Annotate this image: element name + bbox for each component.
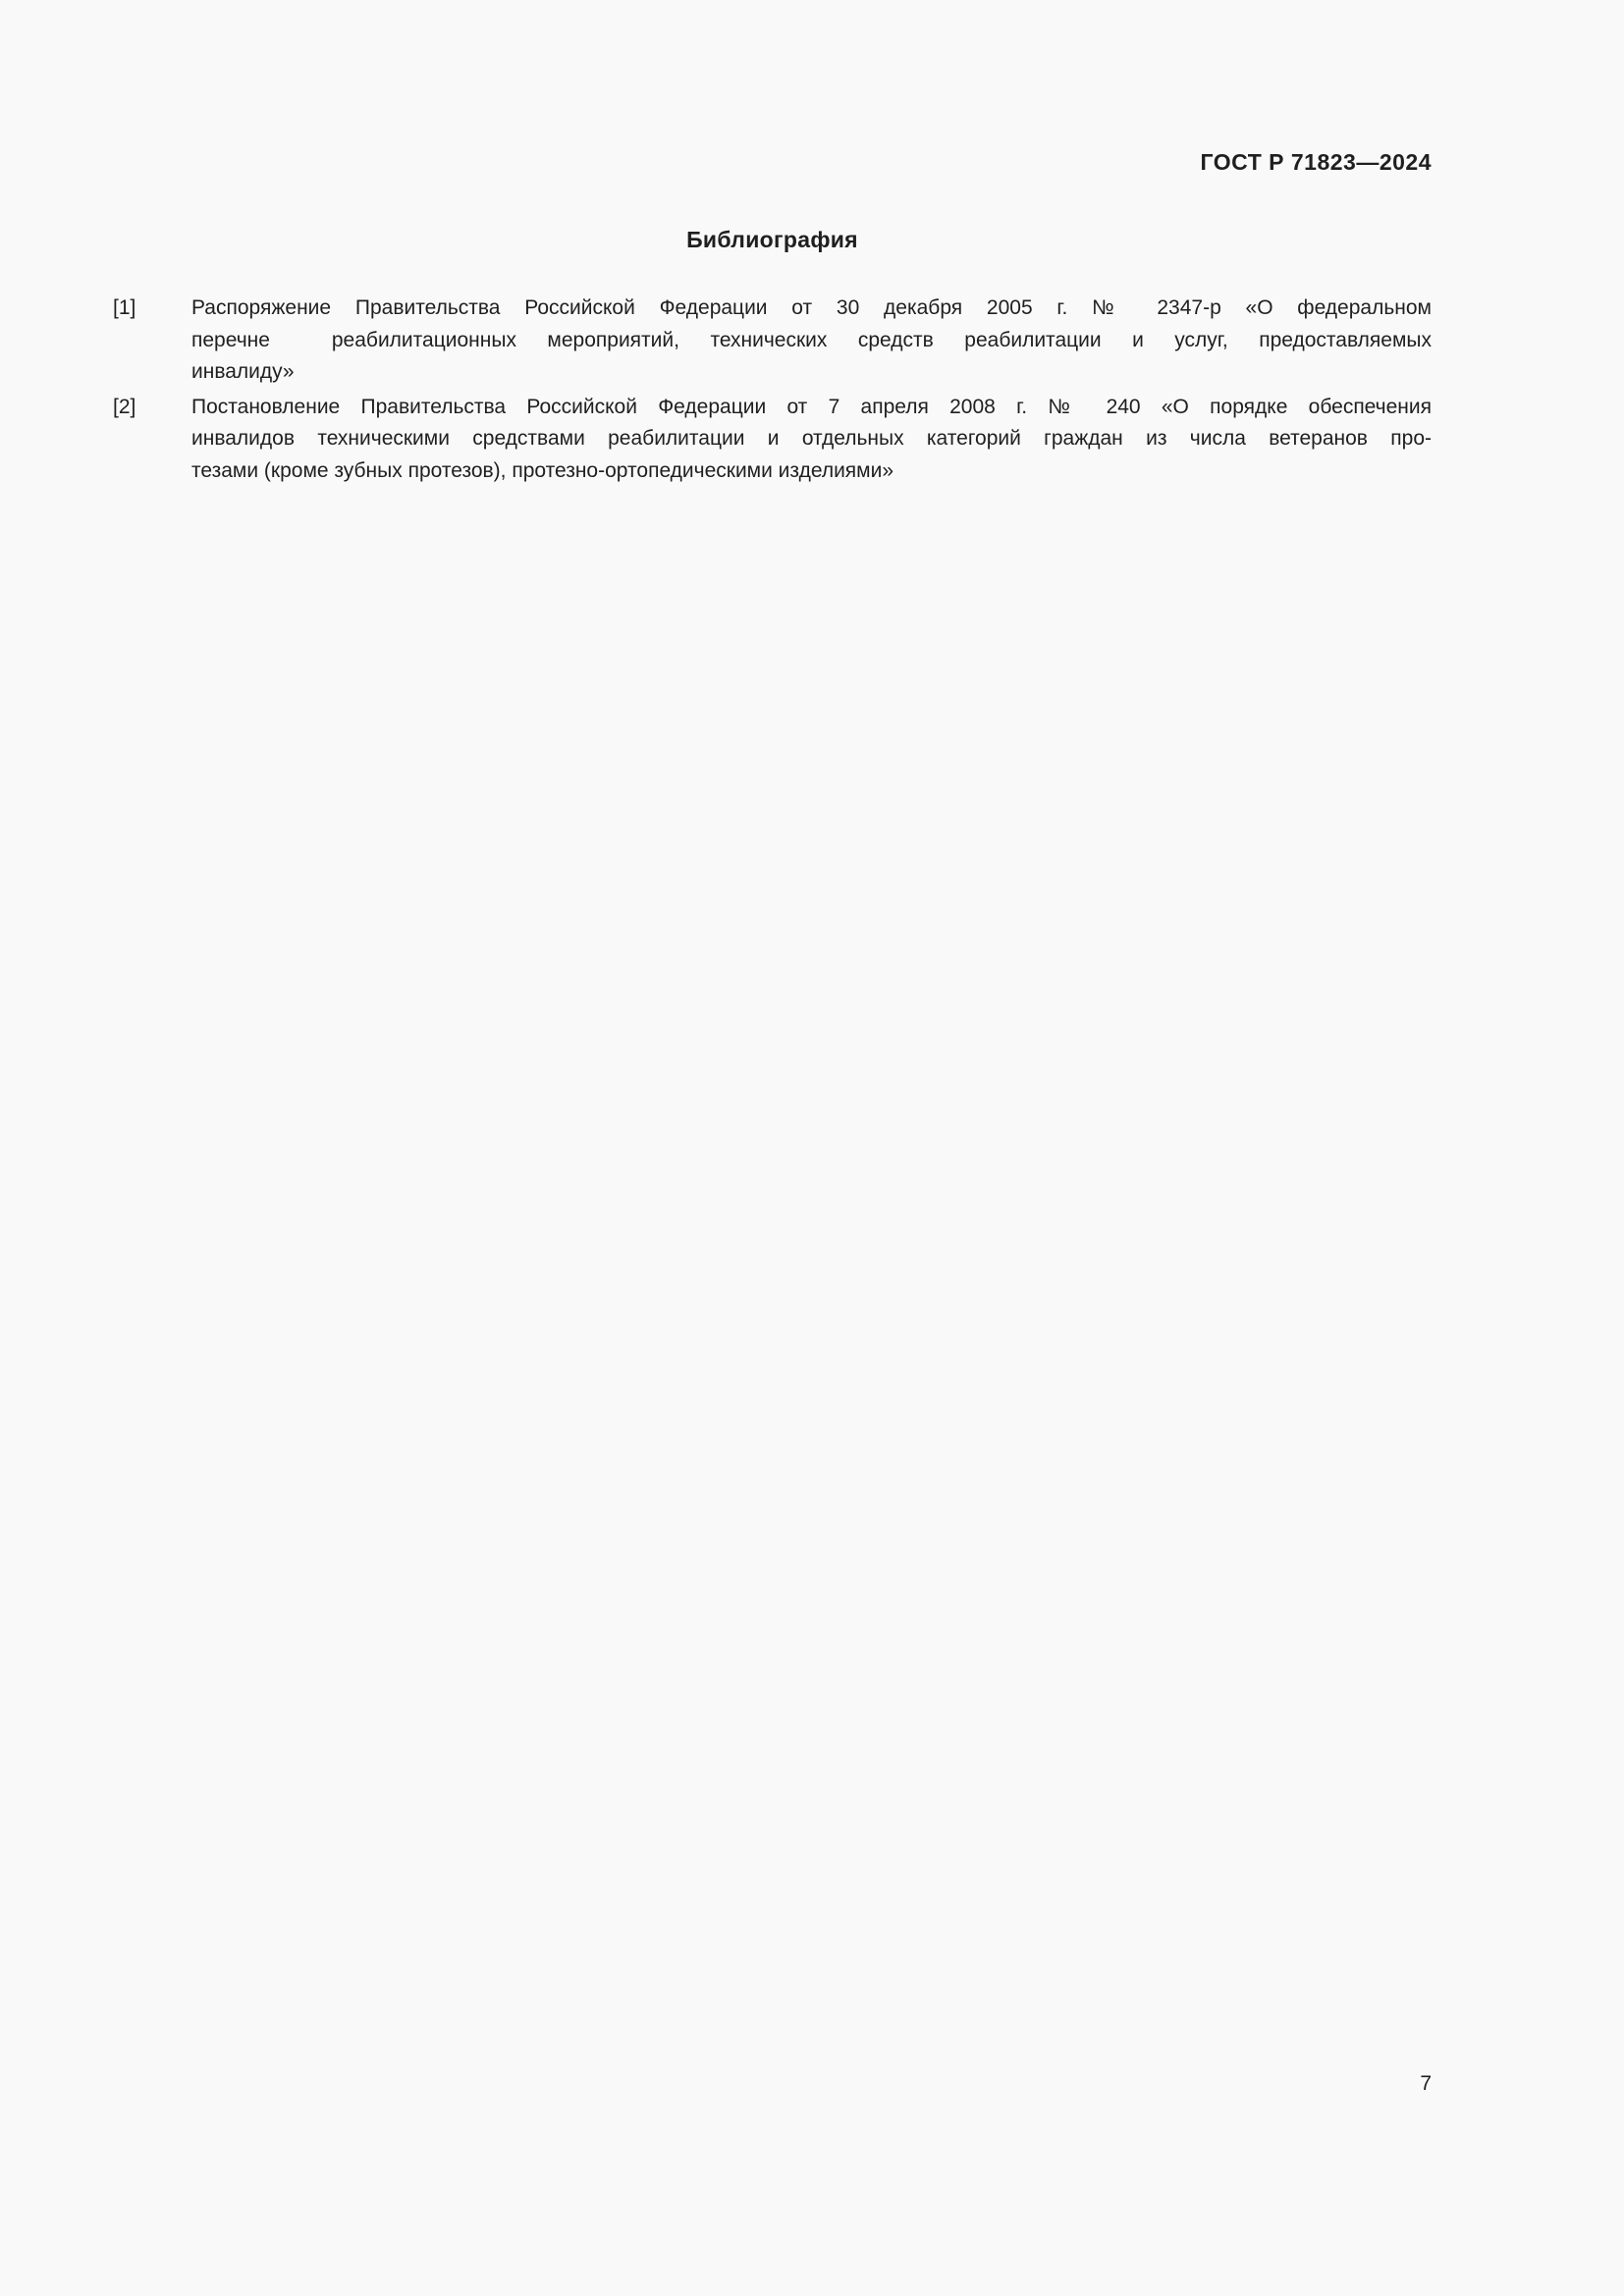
bibliography-entry-label: [2] xyxy=(113,395,136,418)
bibliography-entry-1 xyxy=(113,293,1432,389)
bibliography-list xyxy=(113,293,1432,490)
bibliography-entry-line: Постановление Правительства Российской Федерации от 7 апреля 2008 г. № 240 «О порядке обеспечения xyxy=(191,395,1432,418)
bibliography-entry-text xyxy=(191,293,1432,389)
bibliography-entry-line: тезами (кроме зубных протезов), протезно-ортопедическими изделиями» xyxy=(191,458,894,482)
bibliography-entry-2 xyxy=(113,392,1432,488)
bibliography-entry-line: Распоряжение Правительства Российской Федерации от 30 декабря 2005 г. № 2347-р «О федеральном xyxy=(191,296,1432,319)
bibliography-entry-line: инвалидов техническими средствами реабилитации и отдельных категорий граждан из числа ветеранов про- xyxy=(191,427,1432,450)
bibliography-entry-label: [1] xyxy=(113,296,136,319)
section-title: Библиография xyxy=(686,227,858,252)
page-number: 7 xyxy=(1420,2072,1432,2095)
standard-designation: ГОСТ Р 71823—2024 xyxy=(1200,149,1432,175)
bibliography-entry-text xyxy=(191,392,1432,488)
bibliography-entry-line: перечне реабилитационных мероприятий, технических средств реабилитации и услуг, предоставляемых xyxy=(191,328,1432,351)
bibliography-entry-line: инвалиду» xyxy=(191,360,295,383)
